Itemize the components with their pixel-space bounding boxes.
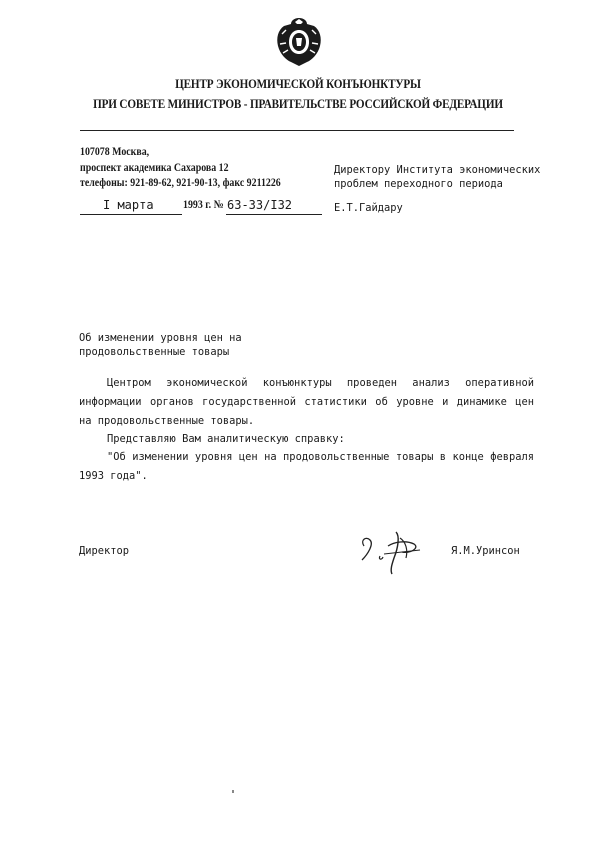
subject-line2: продовольственные товары bbox=[79, 346, 230, 358]
letterhead-divider bbox=[80, 130, 514, 131]
body-paragraph-2: Представляю Вам аналитическую справку: bbox=[107, 433, 345, 445]
body-paragraph-1: Центром экономической конъюнктуры проведен анализ оперативной информации органов государственной статистики об уровне и динамике цен на продовольственные товары. bbox=[79, 377, 534, 427]
signatory-name: Я.М.Уринсон bbox=[451, 545, 520, 557]
organization-name-line2: ПРИ СОВЕТЕ МИНИСТРОВ - ПРАВИТЕЛЬСТВЕ РОССИЙСКОЙ ФЕДЕРАЦИИ bbox=[93, 96, 503, 111]
subject-line1: Об изменении уровня цен на bbox=[79, 332, 242, 344]
sender-address-line1: 107078 Москва, bbox=[80, 146, 150, 158]
coat-of-arms-icon bbox=[274, 16, 324, 68]
organization-name-line1: ЦЕНТР ЭКОНОМИЧЕСКОЙ КОНЪЮНКТУРЫ bbox=[175, 76, 421, 91]
letter-number: 63-33/I32 bbox=[227, 198, 293, 212]
body-paragraph-3: "Об изменении уровня цен на продовольственные товары в конце февраля 1993 года". bbox=[79, 451, 534, 482]
number-underline bbox=[226, 214, 322, 215]
sender-phones: телефоны: 921-89-62, 921-90-13, факс 9211226 bbox=[80, 177, 281, 189]
letter-year-label: 1993 г. № bbox=[183, 199, 224, 211]
sender-address-line2: проспект академика Сахарова 12 bbox=[80, 162, 229, 174]
date-underline bbox=[80, 214, 182, 215]
letter-date: I марта bbox=[103, 198, 154, 212]
scan-speck bbox=[232, 790, 234, 793]
recipient-line1: Директору Института экономических bbox=[334, 164, 541, 176]
signatory-title: Директор bbox=[79, 545, 130, 557]
handwritten-signature bbox=[350, 524, 440, 576]
recipient-name: Е.Т.Гайдару bbox=[334, 202, 403, 214]
recipient-line2: проблем переходного периода bbox=[334, 178, 503, 190]
